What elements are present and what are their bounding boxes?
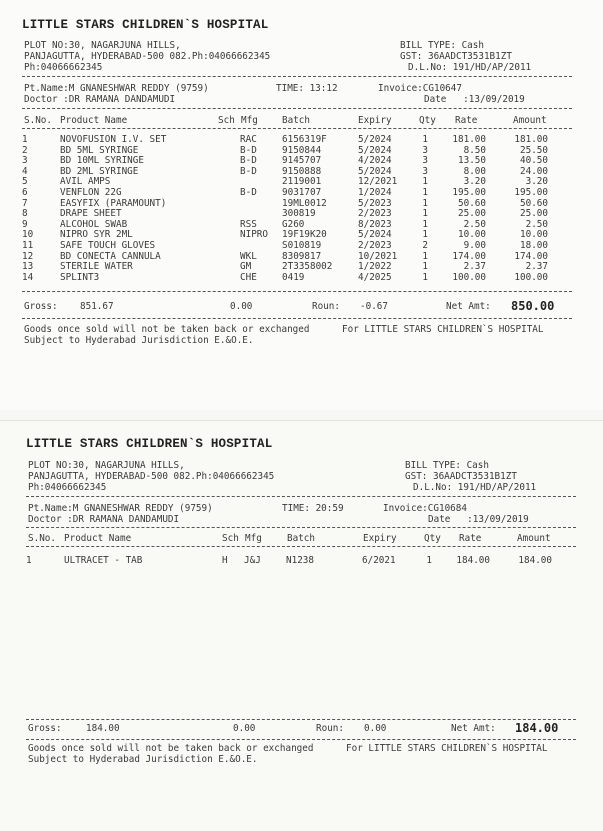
- cell-qty: 1: [422, 261, 428, 273]
- round-label: Roun:: [316, 723, 344, 734]
- divider: [26, 496, 576, 497]
- cell-batch: 19F19K20: [282, 229, 327, 241]
- footer-note: Goods once sold will not be taken back or exchanged: [24, 324, 310, 335]
- divider: [22, 108, 572, 109]
- bill-type: BILL TYPE: Cash: [400, 40, 484, 51]
- cell-batch: 9145707: [282, 155, 322, 167]
- col-sno: S.No.: [24, 115, 52, 126]
- discount-amount: 0.00: [233, 723, 256, 734]
- cell-amount: 195.00: [514, 187, 548, 198]
- net-amount: 850.00: [511, 299, 555, 313]
- cell-rate: 2.37: [463, 261, 486, 273]
- col-sch: Sch: [222, 533, 239, 544]
- bill-time: TIME: 20:59: [282, 503, 344, 514]
- cell-amount: 25.00: [520, 208, 548, 220]
- address-line-1: PLOT NO:30, NAGARJUNA HILLS,: [28, 460, 185, 471]
- cell-product: VENFLON 22G: [60, 187, 122, 198]
- cell-amount: 18.00: [520, 240, 548, 251]
- cell-expiry: 2/2023: [358, 208, 392, 220]
- hospital-name: LITTLE STARS CHILDREN`S HOSPITAL: [22, 18, 269, 32]
- col-amount: Amount: [517, 533, 551, 544]
- cell-qty: 1: [422, 250, 428, 262]
- invoice-bill-2: [0, 420, 603, 831]
- dl-number: D.L.No: 191/HD/AP/2011: [408, 62, 532, 73]
- cell-expiry: 5/2024: [358, 134, 392, 145]
- cell-rate: 13.50: [458, 155, 486, 167]
- cell-qty: 1: [422, 229, 428, 241]
- cell-batch: 2T3358002: [282, 261, 333, 273]
- cell-qty: 3: [422, 144, 428, 156]
- cell-rate: 8.50: [463, 144, 486, 156]
- divider: [22, 128, 572, 129]
- net-label: Net Amt:: [446, 301, 491, 312]
- cell-sno: 14: [22, 271, 34, 283]
- cell-mfg: RAC: [240, 134, 257, 145]
- cell-sno: 8: [22, 208, 28, 220]
- bill-type: BILL TYPE: Cash: [405, 460, 489, 471]
- gross-amount: 851.67: [80, 301, 114, 312]
- cell-batch: 6156319F: [282, 134, 327, 145]
- cell-qty: 2: [422, 240, 428, 251]
- cell-qty: 1: [422, 176, 428, 188]
- discount-amount: 0.00: [230, 301, 253, 312]
- divider: [22, 318, 572, 319]
- cell-expiry: 2/2023: [358, 240, 392, 251]
- cell-rate: 174.00: [452, 250, 486, 262]
- cell-qty: 1: [422, 197, 428, 209]
- patient-name: Pt.Name:M GNANESHWAR REDDY (9759): [24, 83, 209, 94]
- cell-sno: 1: [26, 555, 32, 566]
- cell-mfg: B-D: [240, 165, 257, 177]
- cell-expiry: 4/2025: [358, 271, 392, 283]
- footer-signature: For LITTLE STARS CHILDREN`S HOSPITAL: [342, 324, 544, 335]
- bill-time: TIME: 13:12: [276, 83, 338, 94]
- cell-product: BD 5ML SYRINGE: [60, 144, 139, 156]
- cell-expiry: 5/2024: [358, 165, 392, 177]
- address-line-3: Ph:04066662345: [24, 62, 103, 73]
- cell-mfg: RSS: [240, 218, 257, 230]
- cell-sno: 1: [22, 134, 28, 145]
- cell-rate: 3.20: [463, 176, 486, 188]
- cell-amount: 184.00: [518, 555, 552, 566]
- cell-amount: 10.00: [520, 229, 548, 241]
- divider: [26, 719, 576, 720]
- cell-expiry: 4/2024: [358, 155, 392, 167]
- col-mfg: Mfg: [245, 533, 262, 544]
- col-product: Product Name: [60, 115, 128, 126]
- gross-label: Gross:: [28, 723, 62, 734]
- cell-expiry: 5/2024: [358, 144, 392, 156]
- col-expiry: Expiry: [363, 533, 397, 544]
- cell-rate: 184.00: [456, 555, 490, 566]
- cell-expiry: 8/2023: [358, 218, 392, 230]
- cell-rate: 10.00: [458, 229, 486, 241]
- cell-product: NIPRO SYR 2ML: [60, 229, 133, 241]
- col-mfg: Mfg: [241, 115, 258, 126]
- col-batch: Batch: [282, 115, 310, 126]
- cell-expiry: 6/2021: [362, 555, 396, 566]
- cell-rate: 100.00: [452, 271, 486, 283]
- doctor-name: Doctor :DR RAMANA DANDAMUDI: [24, 94, 176, 105]
- col-sch: Sch: [218, 115, 235, 126]
- cell-mfg: CHE: [240, 271, 257, 283]
- cell-sch: H: [222, 555, 228, 566]
- cell-batch: 9150844: [282, 144, 322, 156]
- cell-rate: 2.50: [463, 218, 486, 230]
- cell-product: SAFE TOUCH GLOVES: [60, 240, 156, 251]
- cell-amount: 181.00: [514, 134, 548, 145]
- cell-rate: 181.00: [452, 134, 486, 145]
- invoice-bill-1: [0, 0, 603, 410]
- gst-number: GST: 36AADCT3531B1ZT: [400, 51, 512, 62]
- col-rate: Rate: [455, 115, 478, 126]
- hospital-name: LITTLE STARS CHILDREN`S HOSPITAL: [26, 437, 273, 451]
- bill-date: Date :13/09/2019: [424, 94, 525, 105]
- cell-product: BD 10ML SYRINGE: [60, 155, 144, 167]
- cell-amount: 2.50: [525, 218, 548, 230]
- cell-product: ALCOHOL SWAB: [60, 218, 128, 230]
- address-line-2: PANJAGUTTA, HYDERABAD-500 082.Ph:04066662345: [24, 51, 271, 62]
- cell-product: ULTRACET - TAB: [64, 555, 143, 566]
- cell-sno: 5: [22, 176, 28, 188]
- cell-product: NOVOFUSION I.V. SET: [60, 134, 167, 145]
- cell-qty: 1: [422, 187, 428, 198]
- col-batch: Batch: [287, 533, 315, 544]
- cell-batch: 0419: [282, 271, 305, 283]
- address-line-3: Ph:04066662345: [28, 482, 107, 493]
- bill-date: Date :13/09/2019: [428, 514, 529, 525]
- cell-amount: 2.37: [525, 261, 548, 273]
- cell-qty: 3: [422, 165, 428, 177]
- cell-batch: 9031707: [282, 187, 322, 198]
- cell-batch: 9150888: [282, 165, 322, 177]
- cell-qty: 1: [422, 271, 428, 283]
- cell-rate: 25.00: [458, 208, 486, 220]
- cell-sno: 12: [22, 250, 34, 262]
- cell-expiry: 1/2024: [358, 187, 392, 198]
- col-expiry: Expiry: [358, 115, 392, 126]
- cell-qty: 1: [422, 208, 428, 220]
- round-amount: 0.00: [364, 723, 387, 734]
- cell-sno: 7: [22, 197, 28, 209]
- col-qty: Qty: [419, 115, 436, 126]
- cell-sno: 2: [22, 144, 28, 156]
- cell-product: AVIL AMPS: [60, 176, 111, 188]
- cell-amount: 24.00: [520, 165, 548, 177]
- address-line-1: PLOT NO:30, NAGARJUNA HILLS,: [24, 40, 181, 51]
- cell-qty: 1: [426, 555, 432, 566]
- col-product: Product Name: [64, 533, 132, 544]
- net-amount: 184.00: [515, 721, 559, 735]
- cell-amount: 40.50: [520, 155, 548, 167]
- cell-rate: 8.00: [463, 165, 486, 177]
- cell-amount: 25.50: [520, 144, 548, 156]
- gross-amount: 184.00: [86, 723, 120, 734]
- cell-mfg: J&J: [244, 555, 261, 566]
- col-rate: Rate: [459, 533, 482, 544]
- col-sno: S.No.: [28, 533, 56, 544]
- divider: [26, 739, 576, 740]
- cell-mfg: NIPRO: [240, 229, 268, 241]
- cell-product: SPLINT3: [60, 271, 100, 283]
- divider: [26, 527, 576, 528]
- cell-mfg: B-D: [240, 187, 257, 198]
- cell-product: DRAPE SHEET: [60, 208, 122, 220]
- cell-mfg: GM: [240, 261, 252, 273]
- col-qty: Qty: [424, 533, 441, 544]
- cell-batch: 2119001: [282, 176, 322, 188]
- divider: [26, 546, 576, 547]
- cell-sno: 13: [22, 261, 34, 273]
- invoice-number: Invoice:CG10684: [383, 503, 467, 514]
- cell-batch: S010819: [282, 240, 322, 251]
- cell-expiry: 5/2024: [358, 229, 392, 241]
- cell-batch: 300819: [282, 208, 316, 220]
- cell-expiry: 1/2022: [358, 261, 392, 273]
- cell-mfg: B-D: [240, 155, 257, 167]
- cell-rate: 9.00: [463, 240, 486, 251]
- invoice-number: Invoice:CG10647: [378, 83, 462, 94]
- cell-sno: 4: [22, 165, 28, 177]
- footer-signature: For LITTLE STARS CHILDREN`S HOSPITAL: [346, 743, 548, 754]
- cell-product: STERILE WATER: [60, 261, 133, 273]
- round-amount: -0.67: [360, 301, 388, 312]
- patient-name: Pt.Name:M GNANESHWAR REDDY (9759): [28, 503, 213, 514]
- footer-jurisdiction: Subject to Hyderabad Jurisdiction E.&O.E.: [24, 335, 254, 346]
- cell-product: BD CONECTA CANNULA: [60, 250, 161, 262]
- dl-number: D.L.No: 191/HD/AP/2011: [413, 482, 537, 493]
- col-amount: Amount: [513, 115, 547, 126]
- cell-sno: 9: [22, 218, 28, 230]
- cell-amount: 100.00: [514, 271, 548, 283]
- footer-jurisdiction: Subject to Hyderabad Jurisdiction E.&O.E.: [28, 754, 258, 765]
- cell-sno: 6: [22, 187, 28, 198]
- cell-expiry: 10/2021: [358, 250, 398, 262]
- cell-product: EASYFIX (PARAMOUNT): [60, 197, 167, 209]
- cell-sno: 3: [22, 155, 28, 167]
- cell-sno: 10: [22, 229, 34, 241]
- gst-number: GST: 36AADCT3531B1ZT: [405, 471, 517, 482]
- gross-label: Gross:: [24, 301, 58, 312]
- cell-sno: 11: [22, 240, 34, 251]
- cell-product: BD 2ML SYRINGE: [60, 165, 139, 177]
- cell-mfg: B-D: [240, 144, 257, 156]
- cell-expiry: 12/2021: [358, 176, 398, 188]
- cell-batch: G260: [282, 218, 305, 230]
- cell-amount: 174.00: [514, 250, 548, 262]
- cell-rate: 195.00: [452, 187, 486, 198]
- cell-expiry: 5/2023: [358, 197, 392, 209]
- cell-batch: 19ML0012: [282, 197, 327, 209]
- cell-mfg: WKL: [240, 250, 257, 262]
- round-label: Roun:: [312, 301, 340, 312]
- cell-qty: 1: [422, 134, 428, 145]
- cell-rate: 50.60: [458, 197, 486, 209]
- address-line-2: PANJAGUTTA, HYDERABAD-500 082.Ph:04066662345: [28, 471, 275, 482]
- cell-amount: 3.20: [525, 176, 548, 188]
- cell-amount: 50.60: [520, 197, 548, 209]
- cell-batch: 8309817: [282, 250, 322, 262]
- cell-batch: N1238: [286, 555, 314, 566]
- cell-qty: 1: [422, 218, 428, 230]
- footer-note: Goods once sold will not be taken back or exchanged: [28, 743, 314, 754]
- divider: [22, 291, 572, 292]
- cell-qty: 3: [422, 155, 428, 167]
- doctor-name: Doctor :DR RAMANA DANDAMUDI: [28, 514, 180, 525]
- divider: [22, 76, 572, 77]
- net-label: Net Amt:: [451, 723, 496, 734]
